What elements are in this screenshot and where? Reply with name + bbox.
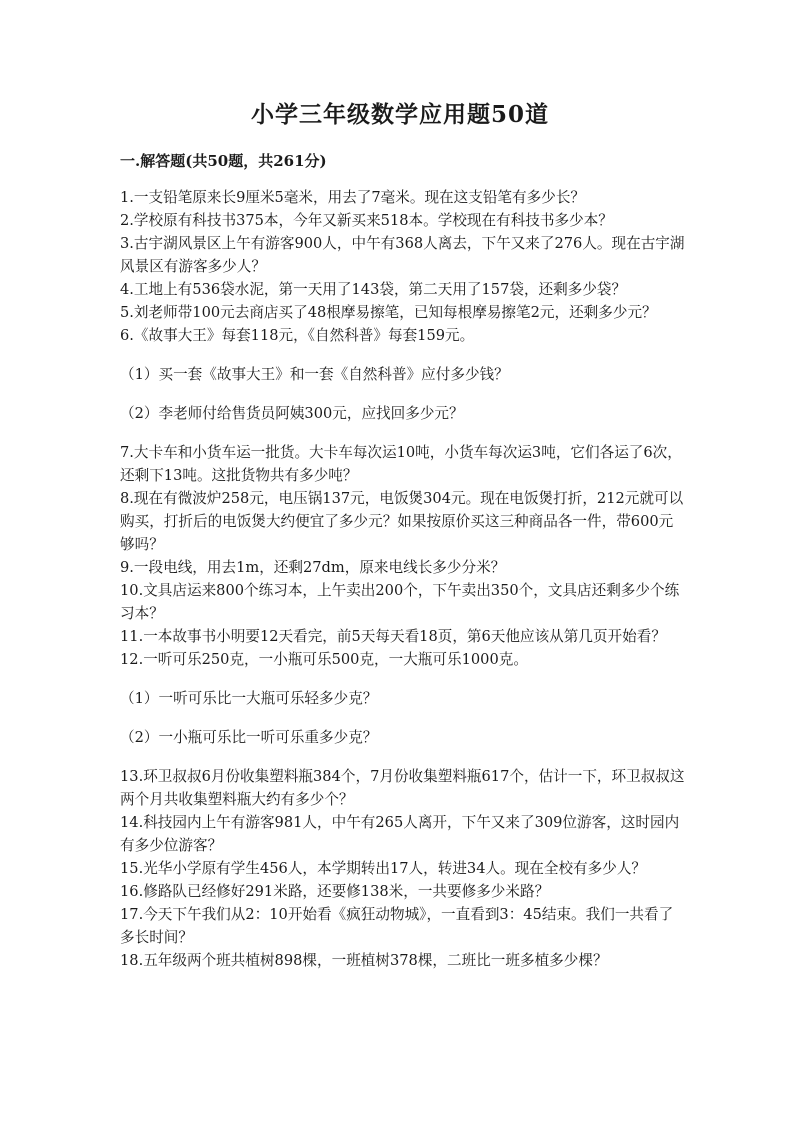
question-4: 4.工地上有536袋水泥，第一天用了143袋，第二天用了157袋，还剩多少袋？ (120, 281, 627, 298)
question-list (120, 186, 686, 972)
question-14: 14.科技园内上午有游客981人，中午有265人离开，下午又来了309位游客，这时园内有多少位游客？ (120, 814, 680, 854)
question-11: 11.一本故事书小明要12天看完，前5天每天看18页，第6天他应该从第几页开始看？ (120, 628, 666, 645)
question-17: 17.今天下午我们从2：10开始看《疯狂动物城》，一直看到3：45结束。我们一共看了多长时间？ (120, 906, 674, 946)
question-3: 3.古宇湖风景区上午有游客900人，中午有368人离去，下午又来了276人。现在古宇湖风景区有游客多少人？ (120, 235, 685, 275)
question-7: 7.大卡车和小货车运一批货。大卡车每次运10吨，小货车每次运3吨，它们各运了6次，还剩下13吨。这批货物共有多少吨？ (120, 444, 682, 484)
question-16: 16.修路队已经修好291米路，还要修138米，一共要修多少米路？ (120, 883, 550, 900)
question-6-part-1: （1）买一套《故事大王》和一套《自然科普》应付多少钱？ (120, 366, 509, 383)
question-6-part-2: （2）李老师付给售货员阿姨300元，应找回多少元？ (120, 405, 464, 422)
question-12-part-1: （1）一听可乐比一大瓶可乐轻多少克？ (120, 690, 378, 707)
question-2: 2.学校原有科技书375本，今年又新买来518本。学校现在有科技书多少本？ (120, 212, 613, 229)
question-12-part-2: （2）一小瓶可乐比一听可乐重多少克？ (120, 729, 378, 746)
question-15: 15.光华小学原有学生456人，本学期转出17人，转进34人。现在全校有多少人？ (120, 860, 647, 877)
section-heading: 一.解答题(共50题，共261分) (120, 152, 327, 170)
question-13: 13.环卫叔叔6月份收集塑料瓶384个，7月份收集塑料瓶617个，估计一下，环卫叔叔这两个月共收集塑料瓶大约有多少个？ (120, 768, 685, 808)
question-10: 10.文具店运来800个练习本，上午卖出200个，下午卖出350个，文具店还剩多少个练习本？ (120, 582, 680, 622)
page-title: 小学三年级数学应用题50道 (250, 101, 549, 128)
question-8: 8.现在有微波炉258元，电压锅137元，电饭煲304元。现在电饭煲打折，212元就可以购买，打折后的电饭煲大约便宜了多少元？如果按原价买这三种商品各一件，带600元够吗？ (120, 490, 684, 553)
question-1: 1.一支铅笔原来长9厘米5毫米，用去了7毫米。现在这支铅笔有多少长？ (120, 189, 586, 206)
question-6: 6.《故事大王》每套118元，《自然科普》每套159元。 (120, 327, 475, 344)
question-18: 18.五年级两个班共植树898棵，一班植树378棵，二班比一班多植多少棵？ (120, 952, 608, 969)
question-12: 12.一听可乐250克，一小瓶可乐500克，一大瓶可乐1000克。 (120, 651, 528, 668)
question-9: 9.一段电线，用去1m，还剩27dm，原来电线长多少分米？ (120, 559, 506, 576)
question-5: 5.刘老师带100元去商店买了48根摩易擦笔，已知每根摩易擦笔2元，还剩多少元？ (120, 304, 657, 321)
